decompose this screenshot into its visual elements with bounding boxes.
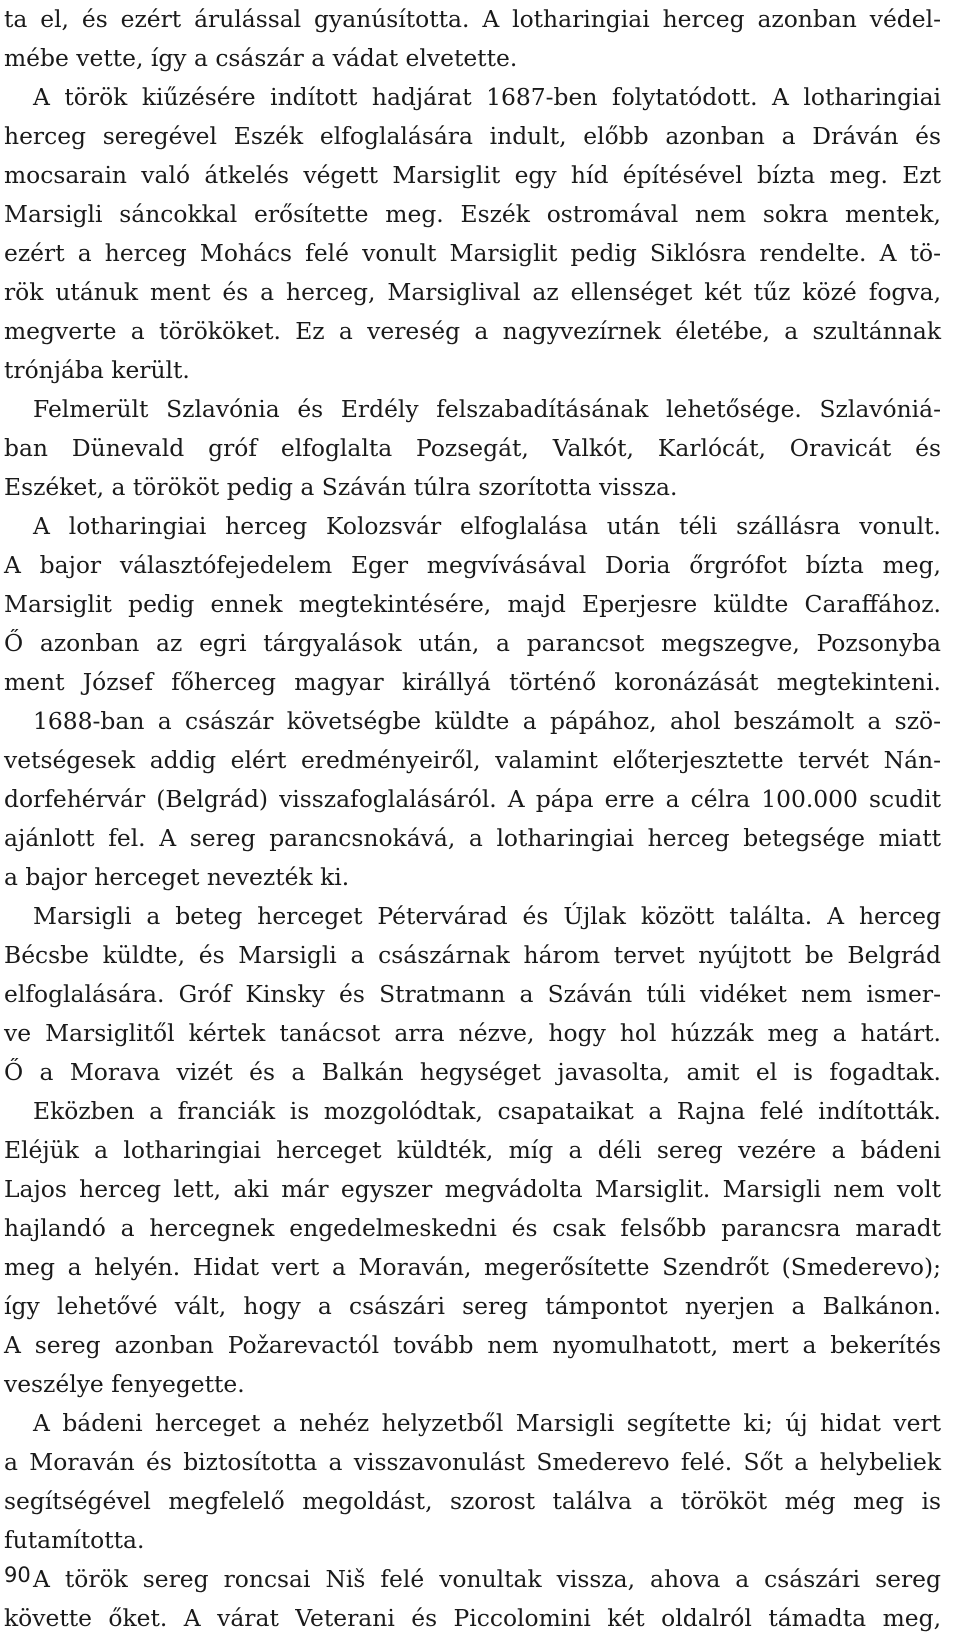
text-line: trónjába került. [4,356,190,384]
text-line: Marsiglit pedig ennek megtekintésére, majd Eperjesre küldte Caraffához. [4,590,941,618]
text-line: vetségesek addig elért eredményeiről, valamint előterjesztette tervét Nán- [4,746,941,774]
text-line: A bajor választófejedelem Eger megvívásával Doria őrgrófot bízta meg, [4,551,941,579]
text-line: Eközben a franciák is mozgolódtak, csapataikat a Rajna felé indították. [33,1097,941,1125]
text-line: mébe vette, így a császár a vádat elvetette. [4,44,518,72]
text-line: Marsigli a beteg herceget Pétervárad és Újlak között találta. A herceg [33,902,941,930]
text-line: Ő a Morava vizét és a Balkán hegységet javasolta, amit el is fogadtak. [4,1058,941,1086]
text-line: A sereg azonban Požarevactól tovább nem nyomulhatott, mert a bekerítés [4,1331,941,1359]
text-line: így lehetővé vált, hogy a császári sereg támpontot nyerjen a Balkánon. [4,1292,941,1320]
text-line: Marsigli sáncokkal erősítette meg. Eszék ostromával nem sokra mentek, [4,200,941,228]
text-line: herceg seregével Eszék elfoglalására indult, előbb azonban a Dráván és [4,122,941,150]
text-line: segítségével megfelelő megoldást, szorost találva a törököt még meg is [4,1487,941,1515]
text-line: A török sereg roncsai Niš felé vonultak vissza, ahova a császári sereg [33,1565,941,1593]
text-line: veszélye fenyegette. [4,1370,245,1398]
text-line: elfoglalására. Gróf Kinsky és Stratmann a Száván túli vidéket nem ismer- [4,980,941,1008]
text-line: Felmerült Szlavónia és Erdély felszabadításának lehetősége. Szlavóniá- [33,395,941,423]
page-body [4,0,941,1638]
text-line: ban Dünevald gróf elfoglalta Pozsegát, Valkót, Karlócát, Oravicát és [4,434,941,462]
text-line: követte őket. A várat Veterani és Piccolomini két oldalról támadta meg, [4,1604,941,1632]
text-line: Ő azonban az egri tárgyalások után, a parancsot megszegve, Pozsonyba [4,629,941,657]
text-line: ve Marsiglitől kértek tanácsot arra nézve, hogy hol húzzák meg a határt. [4,1019,941,1047]
text-line: ajánlott fel. A sereg parancsnokává, a lotharingiai herceg betegsége miatt [4,824,941,852]
page-number: 90 [4,1563,31,1587]
text-line: meg a helyén. Hidat vert a Moraván, megerősítette Szendrőt (Smederevo); [4,1253,941,1281]
text-line: rök utánuk ment és a herceg, Marsiglival az ellenséget két tűz közé fogva, [4,278,941,306]
text-line: hajlandó a hercegnek engedelmeskedni és csak felsőbb parancsra maradt [4,1214,941,1242]
text-line: ment József főherceg magyar királlyá történő koronázását megtekinteni. [4,668,941,696]
text-line: A török kiűzésére indított hadjárat 1687-ben folytatódott. A lotharingiai [33,83,941,111]
text-line: ta el, és ezért árulással gyanúsította. A lotharingiai herceg azonban védel- [4,5,941,33]
text-line: A lotharingiai herceg Kolozsvár elfoglalása után téli szállásra vonult. [33,512,941,540]
text-line: A bádeni herceget a nehéz helyzetből Marsigli segítette ki; új hidat vert [33,1409,941,1437]
text-line: a bajor herceget nevezték ki. [4,863,350,891]
text-line: Eszéket, a törököt pedig a Száván túlra szorította vissza. [4,473,678,501]
text-line: mocsarain való átkelés végett Marsiglit egy híd építésével bízta meg. Ezt [4,161,941,189]
text-line: Bécsbe küldte, és Marsigli a császárnak három tervet nyújtott be Belgrád [4,941,941,969]
text-line: futamította. [4,1526,145,1554]
text-line: ezért a herceg Mohács felé vonult Marsiglit pedig Siklósra rendelte. A tö- [4,239,941,267]
text-line: megverte a törököket. Ez a vereség a nagyvezírnek életébe, a szultánnak [4,317,941,345]
text-line: Eléjük a lotharingiai herceget küldték, míg a déli sereg vezére a bádeni [4,1136,941,1164]
text-line: Lajos herceg lett, aki már egyszer megvádolta Marsiglit. Marsigli nem volt [4,1175,941,1203]
text-line: a Moraván és biztosította a visszavonulást Smederevo felé. Sőt a helybeliek [4,1448,941,1476]
text-line: dorfehérvár (Belgrád) visszafoglalásáról. A pápa erre a célra 100.000 scudit [4,785,941,813]
text-line: 1688-ban a császár követségbe küldte a pápához, ahol beszámolt a szö- [33,707,941,735]
